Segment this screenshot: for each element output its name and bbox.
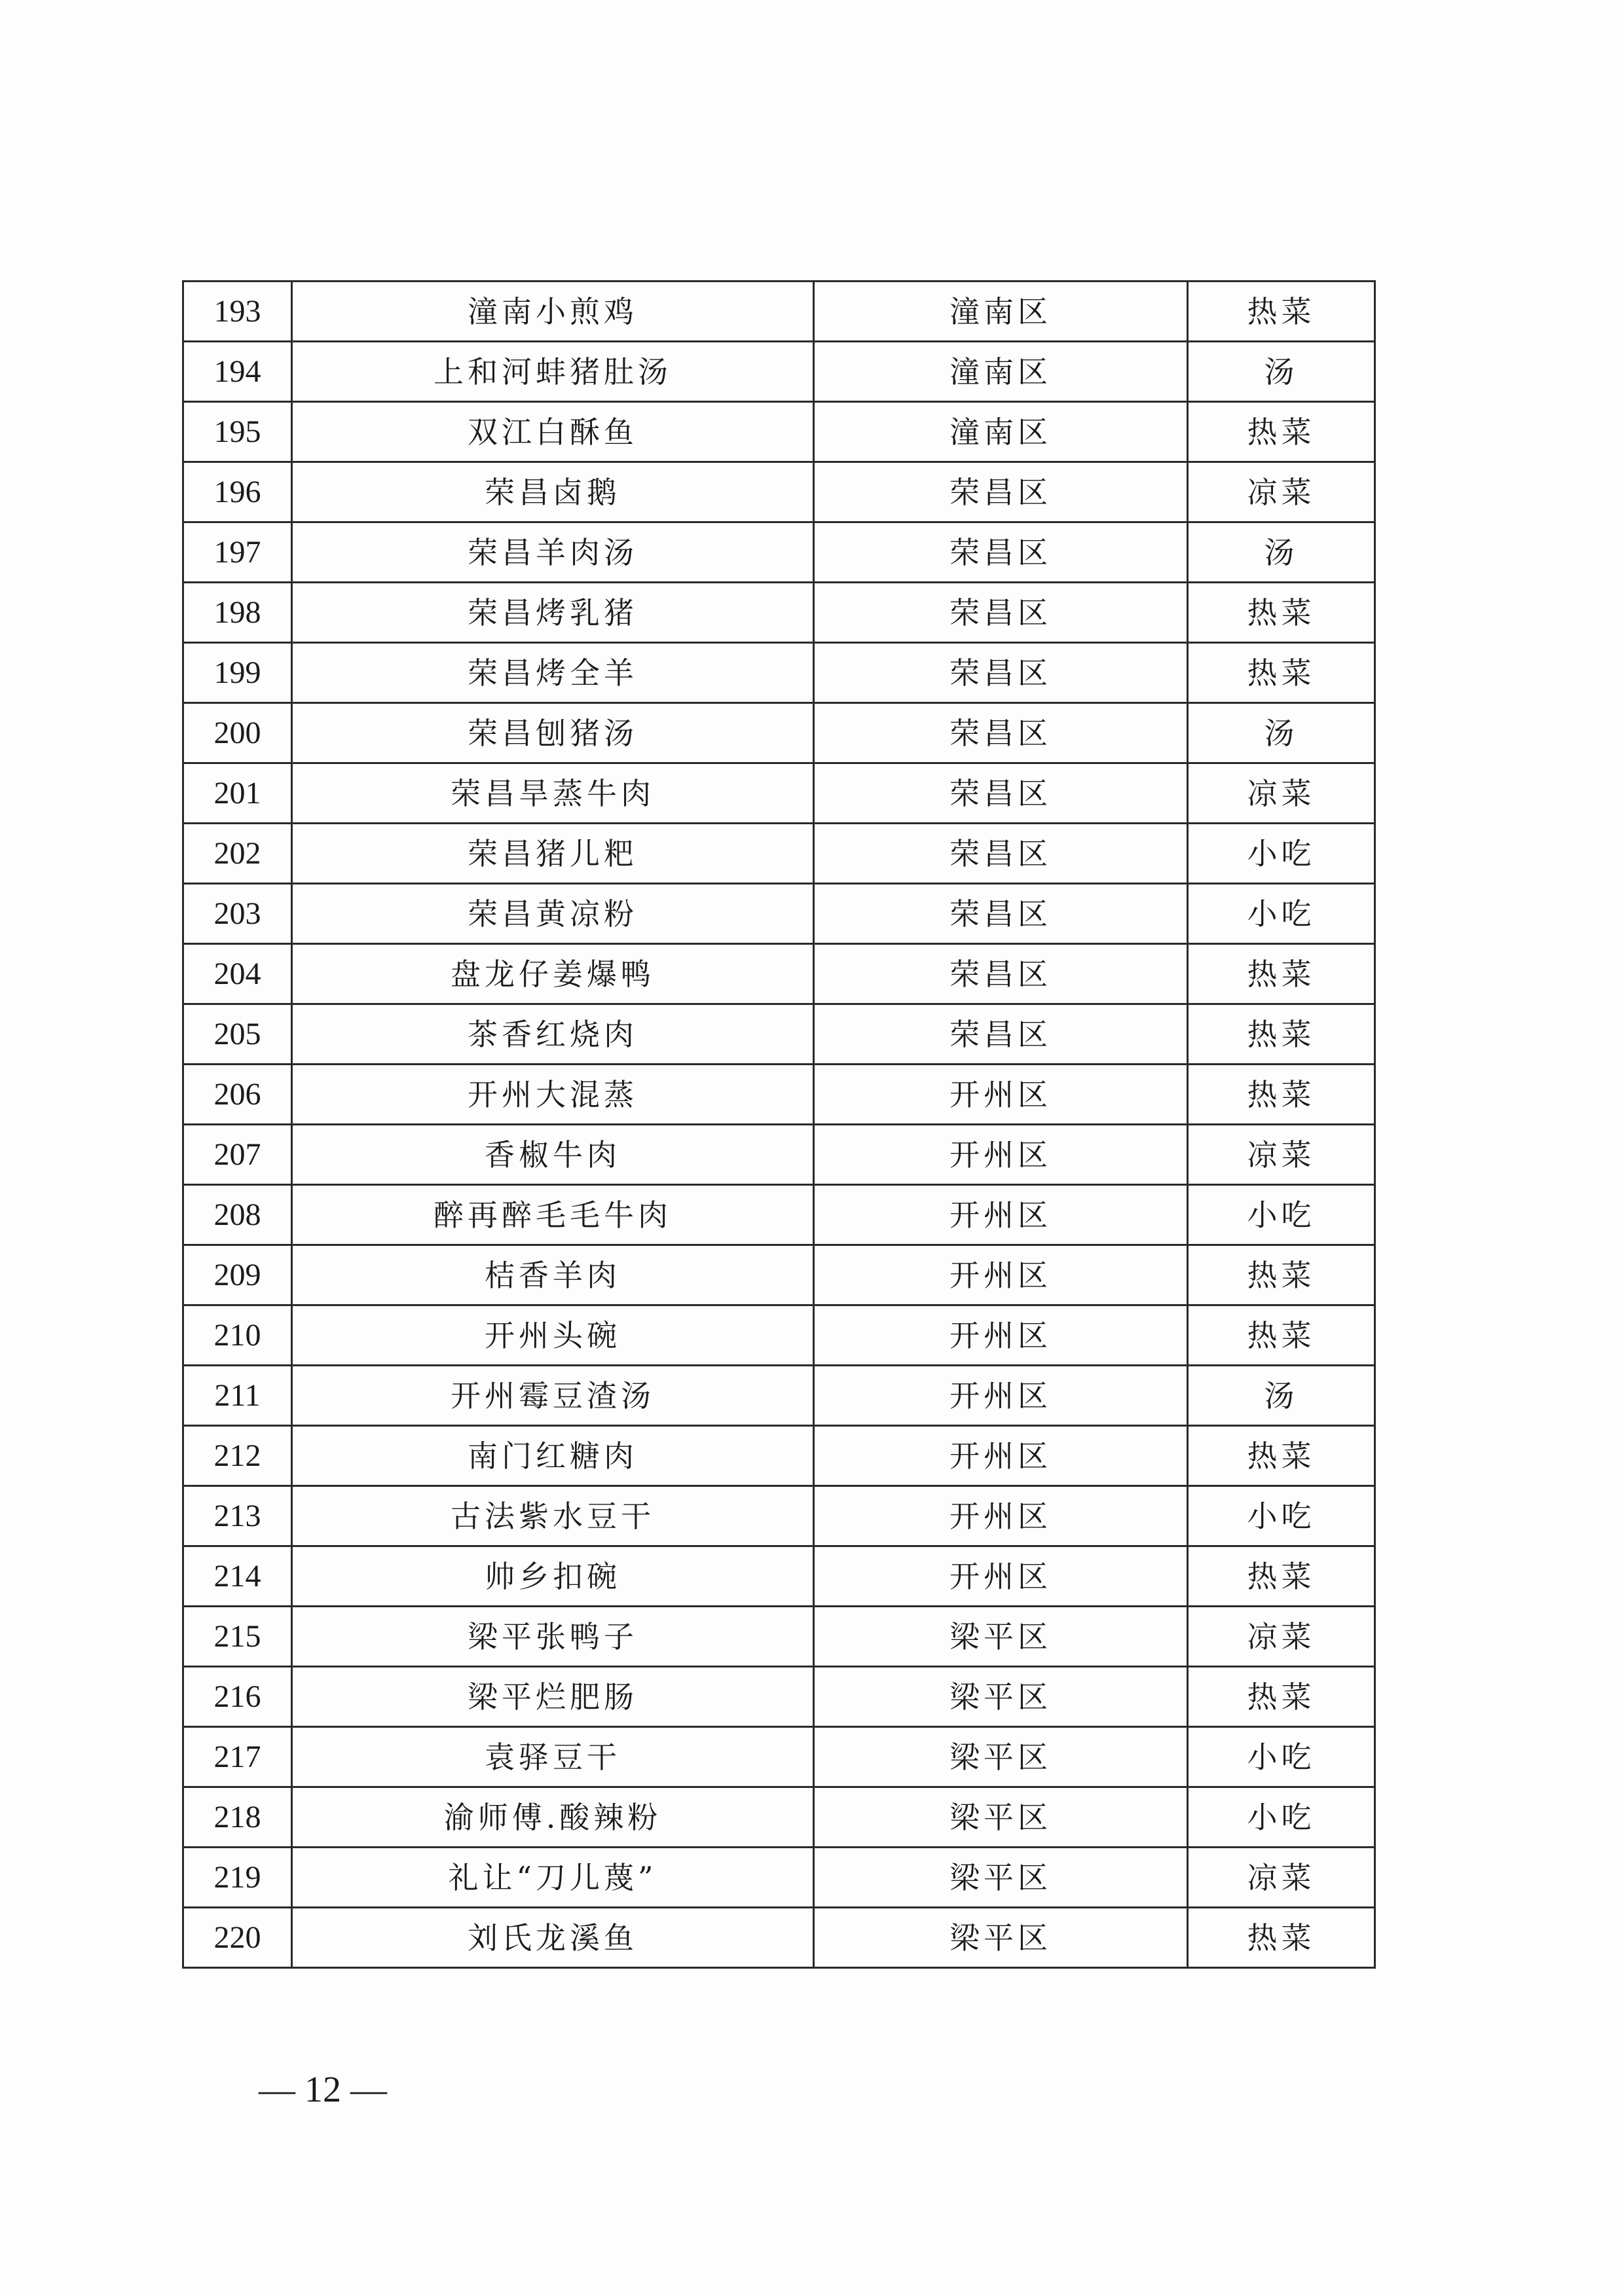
- table-row: [183, 1908, 1375, 1968]
- cell-number: 212: [183, 1426, 292, 1486]
- cell-dish-name: 渝师傅.酸辣粉: [292, 1787, 814, 1848]
- cell-district: 开州区: [814, 1486, 1188, 1546]
- cell-number: 208: [183, 1185, 292, 1245]
- table-body: [183, 282, 1375, 1968]
- cell-category: 热菜: [1188, 583, 1375, 643]
- cell-number: 193: [183, 282, 292, 342]
- cell-number: 215: [183, 1607, 292, 1667]
- cell-number: 211: [183, 1366, 292, 1426]
- cell-category: 热菜: [1188, 1004, 1375, 1065]
- cell-dish-name: 荣昌卤鹅: [292, 462, 814, 522]
- cell-dish-name: 南门红糖肉: [292, 1426, 814, 1486]
- cell-category: 凉菜: [1188, 462, 1375, 522]
- table-row: [183, 944, 1375, 1004]
- cell-district: 梁平区: [814, 1848, 1188, 1908]
- cell-district: 荣昌区: [814, 884, 1188, 944]
- cell-district: 开州区: [814, 1185, 1188, 1245]
- cell-district: 梁平区: [814, 1667, 1188, 1727]
- table-row: [183, 1004, 1375, 1065]
- cell-category: 汤: [1188, 522, 1375, 583]
- cell-number: 219: [183, 1848, 292, 1908]
- cell-category: 热菜: [1188, 643, 1375, 703]
- cell-category: 小吃: [1188, 1185, 1375, 1245]
- cell-category: 热菜: [1188, 282, 1375, 342]
- cell-number: 205: [183, 1004, 292, 1065]
- table-row: [183, 1667, 1375, 1727]
- cell-category: 热菜: [1188, 1305, 1375, 1366]
- cell-number: 220: [183, 1908, 292, 1968]
- cell-number: 195: [183, 402, 292, 462]
- cell-number: 214: [183, 1546, 292, 1607]
- cell-district: 开州区: [814, 1245, 1188, 1305]
- cell-district: 荣昌区: [814, 583, 1188, 643]
- cell-dish-name: 帅乡扣碗: [292, 1546, 814, 1607]
- cell-district: 荣昌区: [814, 944, 1188, 1004]
- cell-dish-name: 盘龙仔姜爆鸭: [292, 944, 814, 1004]
- table-row: [183, 884, 1375, 944]
- cell-district: 开州区: [814, 1366, 1188, 1426]
- cell-dish-name: 梁平烂肥肠: [292, 1667, 814, 1727]
- cell-district: 开州区: [814, 1426, 1188, 1486]
- cell-district: 开州区: [814, 1305, 1188, 1366]
- cell-dish-name: 香椒牛肉: [292, 1125, 814, 1185]
- cell-district: 荣昌区: [814, 522, 1188, 583]
- cell-number: 204: [183, 944, 292, 1004]
- cell-category: 热菜: [1188, 1065, 1375, 1125]
- cell-dish-name: 荣昌羊肉汤: [292, 522, 814, 583]
- table-row: [183, 763, 1375, 824]
- cell-category: 小吃: [1188, 1787, 1375, 1848]
- cell-number: 206: [183, 1065, 292, 1125]
- cell-dish-name: 桔香羊肉: [292, 1245, 814, 1305]
- table-row: [183, 1727, 1375, 1787]
- cell-district: 开州区: [814, 1125, 1188, 1185]
- cell-district: 梁平区: [814, 1908, 1188, 1968]
- table-row: [183, 402, 1375, 462]
- cell-district: 荣昌区: [814, 703, 1188, 763]
- cell-dish-name: 荣昌猪儿粑: [292, 824, 814, 884]
- cell-category: 汤: [1188, 703, 1375, 763]
- cell-dish-name: 茶香红烧肉: [292, 1004, 814, 1065]
- table-row: [183, 1366, 1375, 1426]
- cell-number: 210: [183, 1305, 292, 1366]
- cell-district: 梁平区: [814, 1607, 1188, 1667]
- cell-dish-name: 荣昌旱蒸牛肉: [292, 763, 814, 824]
- table-row: [183, 1848, 1375, 1908]
- cell-district: 开州区: [814, 1546, 1188, 1607]
- table-row: [183, 1065, 1375, 1125]
- cell-category: 凉菜: [1188, 1125, 1375, 1185]
- cell-dish-name: 礼让“刀儿蔑”: [292, 1848, 814, 1908]
- cell-category: 凉菜: [1188, 1848, 1375, 1908]
- cell-number: 207: [183, 1125, 292, 1185]
- table-row: [183, 583, 1375, 643]
- dish-list-table: [182, 280, 1376, 1969]
- cell-category: 小吃: [1188, 1727, 1375, 1787]
- cell-dish-name: 荣昌烤全羊: [292, 643, 814, 703]
- cell-district: 潼南区: [814, 282, 1188, 342]
- cell-category: 热菜: [1188, 1908, 1375, 1968]
- cell-district: 荣昌区: [814, 643, 1188, 703]
- cell-number: 200: [183, 703, 292, 763]
- cell-category: 热菜: [1188, 944, 1375, 1004]
- cell-number: 202: [183, 824, 292, 884]
- table-row: [183, 1245, 1375, 1305]
- table-row: [183, 462, 1375, 522]
- cell-number: 218: [183, 1787, 292, 1848]
- cell-dish-name: 梁平张鸭子: [292, 1607, 814, 1667]
- cell-number: 194: [183, 342, 292, 402]
- cell-number: 197: [183, 522, 292, 583]
- cell-category: 热菜: [1188, 402, 1375, 462]
- cell-number: 213: [183, 1486, 292, 1546]
- cell-category: 小吃: [1188, 824, 1375, 884]
- cell-district: 潼南区: [814, 402, 1188, 462]
- cell-number: 201: [183, 763, 292, 824]
- table-row: [183, 703, 1375, 763]
- cell-district: 梁平区: [814, 1787, 1188, 1848]
- table-row: [183, 1787, 1375, 1848]
- cell-number: 196: [183, 462, 292, 522]
- table-row: [183, 1305, 1375, 1366]
- cell-number: 198: [183, 583, 292, 643]
- table-row: [183, 1185, 1375, 1245]
- cell-number: 199: [183, 643, 292, 703]
- cell-dish-name: 双江白酥鱼: [292, 402, 814, 462]
- cell-district: 荣昌区: [814, 763, 1188, 824]
- cell-number: 216: [183, 1667, 292, 1727]
- cell-dish-name: 刘氏龙溪鱼: [292, 1908, 814, 1968]
- cell-dish-name: 开州霉豆渣汤: [292, 1366, 814, 1426]
- cell-category: 凉菜: [1188, 1607, 1375, 1667]
- cell-number: 209: [183, 1245, 292, 1305]
- cell-number: 203: [183, 884, 292, 944]
- cell-district: 荣昌区: [814, 1004, 1188, 1065]
- table-row: [183, 282, 1375, 342]
- cell-district: 潼南区: [814, 342, 1188, 402]
- cell-dish-name: 醉再醉毛毛牛肉: [292, 1185, 814, 1245]
- cell-dish-name: 上和河蚌猪肚汤: [292, 342, 814, 402]
- cell-dish-name: 袁驿豆干: [292, 1727, 814, 1787]
- cell-category: 汤: [1188, 1366, 1375, 1426]
- cell-number: 217: [183, 1727, 292, 1787]
- table-row: [183, 1486, 1375, 1546]
- cell-dish-name: 荣昌黄凉粉: [292, 884, 814, 944]
- cell-dish-name: 开州大混蒸: [292, 1065, 814, 1125]
- table-row: [183, 522, 1375, 583]
- table-row: [183, 1125, 1375, 1185]
- cell-category: 热菜: [1188, 1546, 1375, 1607]
- cell-district: 开州区: [814, 1065, 1188, 1125]
- cell-dish-name: 荣昌烤乳猪: [292, 583, 814, 643]
- cell-category: 热菜: [1188, 1426, 1375, 1486]
- cell-district: 梁平区: [814, 1727, 1188, 1787]
- cell-district: 荣昌区: [814, 824, 1188, 884]
- page-number: — 12 —: [259, 2069, 387, 2110]
- table-row: [183, 1426, 1375, 1486]
- cell-district: 荣昌区: [814, 462, 1188, 522]
- table-row: [183, 1607, 1375, 1667]
- table-row: [183, 342, 1375, 402]
- cell-category: 小吃: [1188, 1486, 1375, 1546]
- cell-category: 凉菜: [1188, 763, 1375, 824]
- cell-category: 汤: [1188, 342, 1375, 402]
- cell-dish-name: 潼南小煎鸡: [292, 282, 814, 342]
- table-row: [183, 1546, 1375, 1607]
- cell-category: 热菜: [1188, 1245, 1375, 1305]
- cell-category: 小吃: [1188, 884, 1375, 944]
- table-row: [183, 643, 1375, 703]
- table-row: [183, 824, 1375, 884]
- cell-dish-name: 荣昌刨猪汤: [292, 703, 814, 763]
- cell-dish-name: 古法紫水豆干: [292, 1486, 814, 1546]
- cell-dish-name: 开州头碗: [292, 1305, 814, 1366]
- cell-category: 热菜: [1188, 1667, 1375, 1727]
